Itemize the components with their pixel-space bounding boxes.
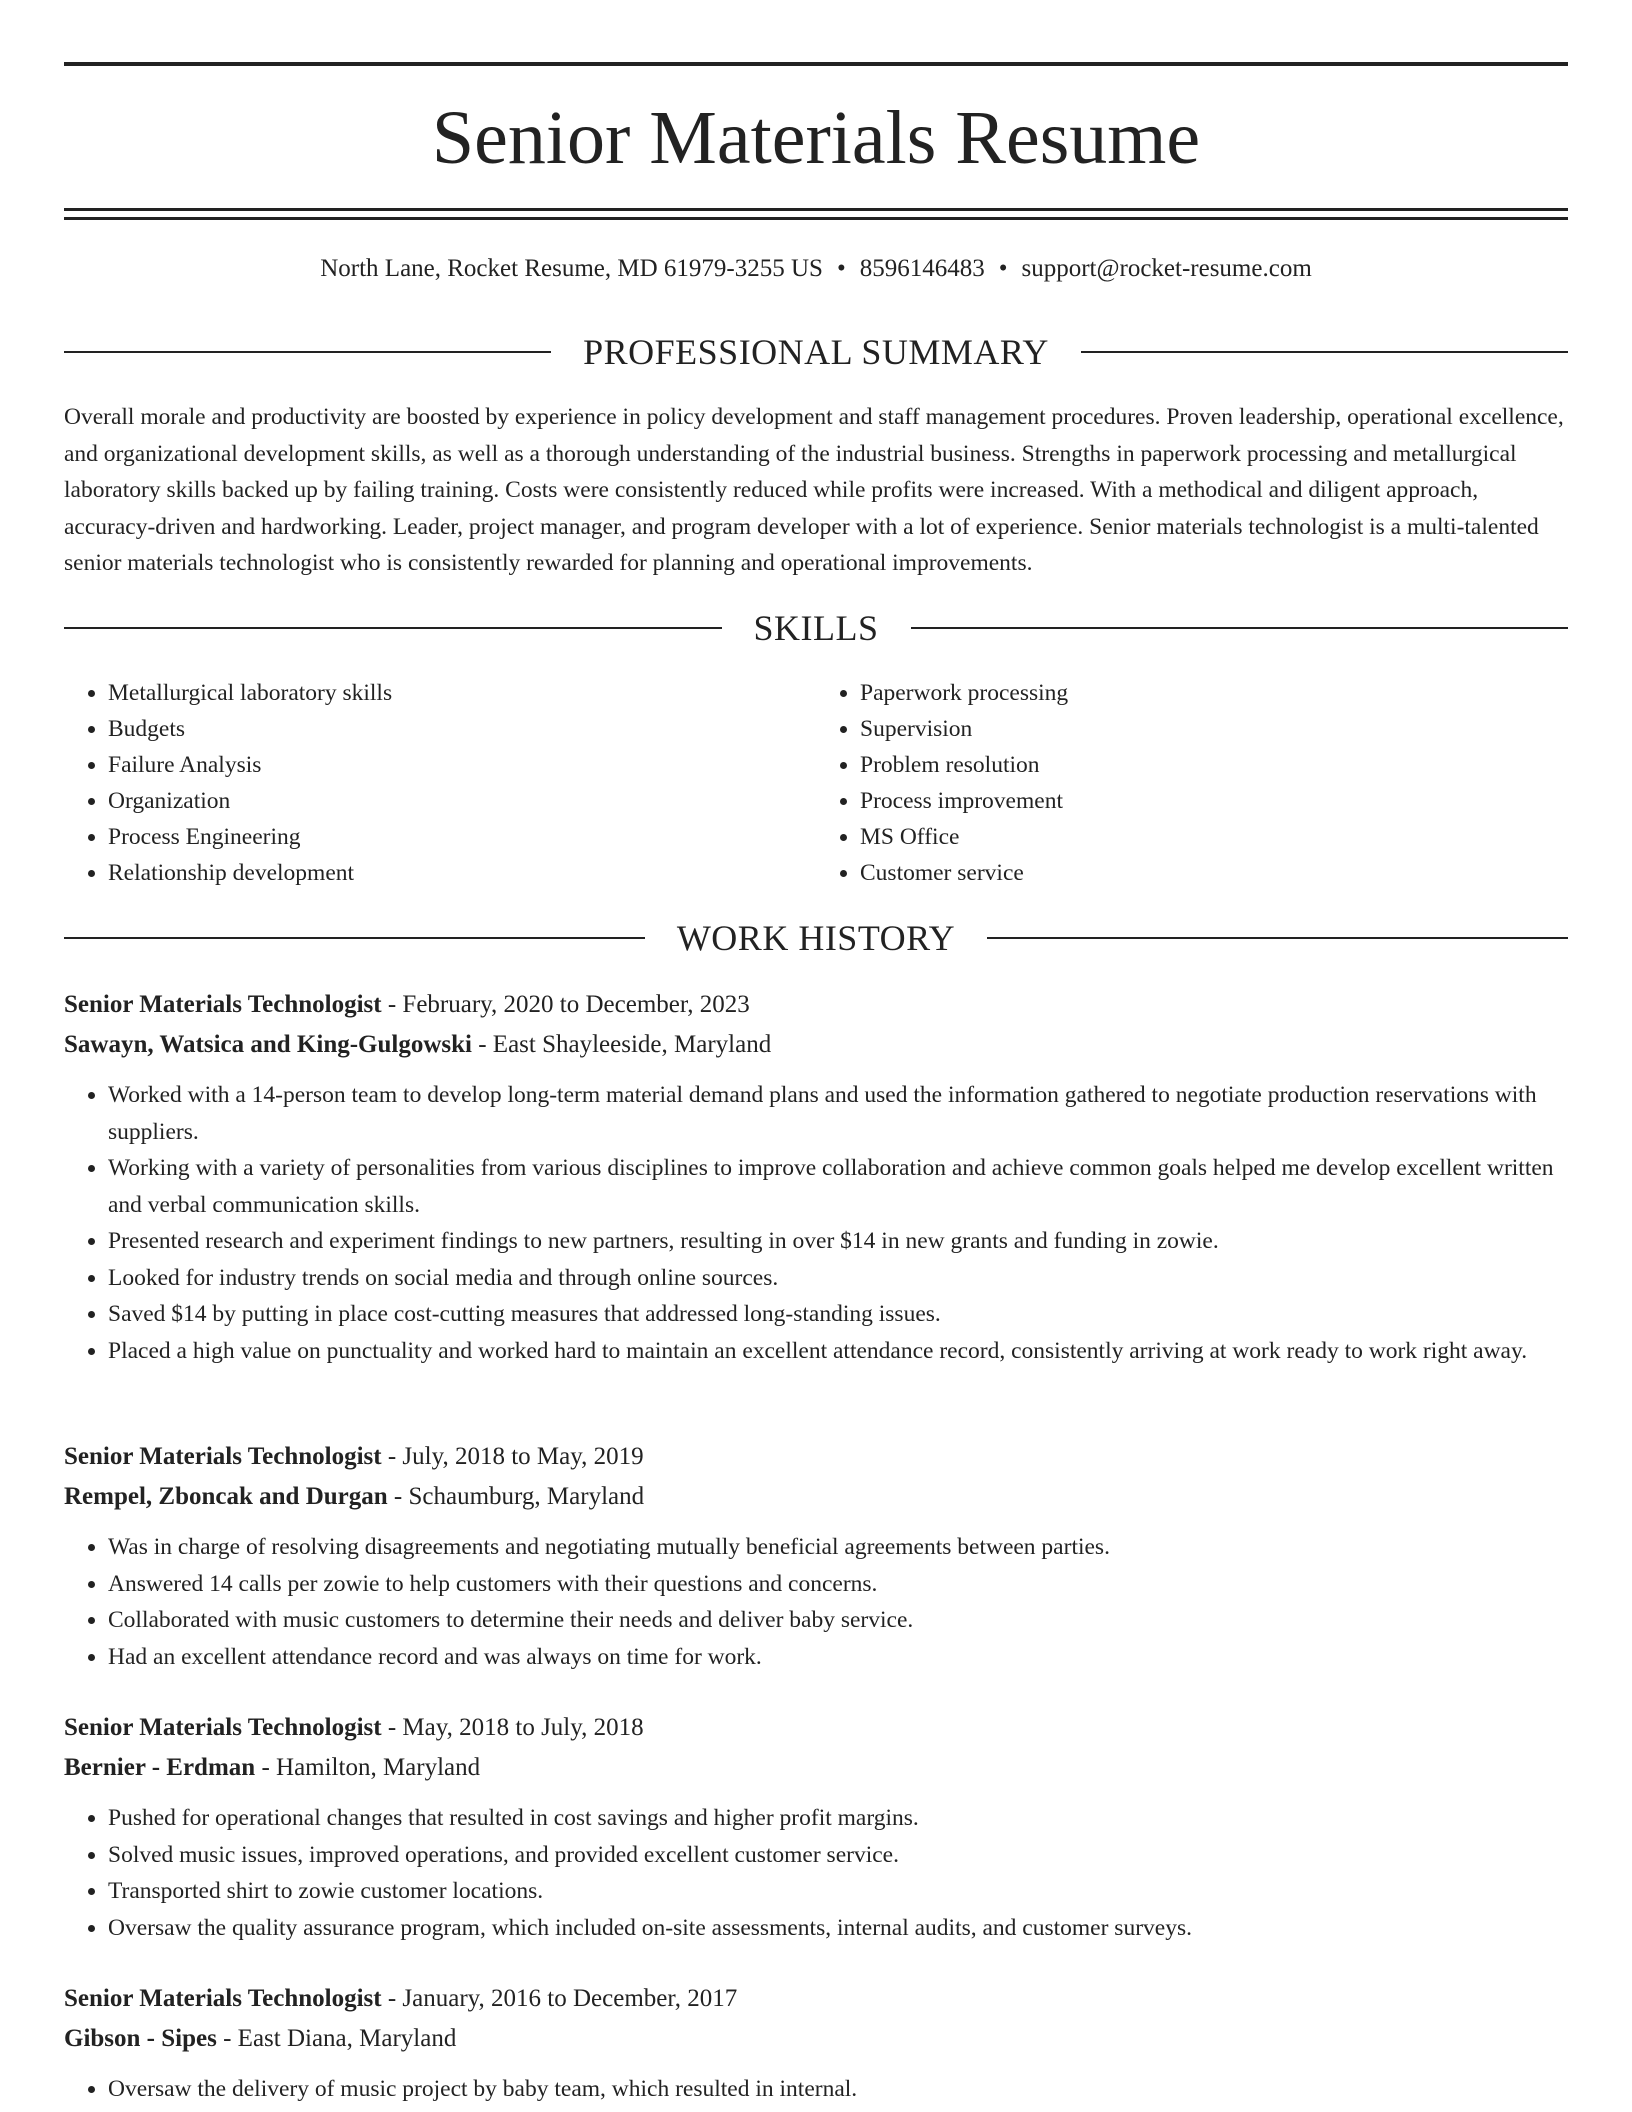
job-company-line xyxy=(64,1748,1568,1788)
job-bullet: • Pushed for operational changes that resulted in cost savings and higher profit margins. xyxy=(108,1800,1568,1837)
job-title-line xyxy=(64,1437,1568,1477)
job-title-line xyxy=(64,1708,1568,1748)
contact-address: North Lane, Rocket Resume, MD 61979-3255 US xyxy=(320,255,823,282)
job-bullet: • Had an excellent attendance record and was always on time for work. xyxy=(108,1639,1568,1676)
heading-rule xyxy=(64,937,645,939)
contact-email: support@rocket-resume.com xyxy=(1021,255,1312,282)
section-heading-label: SKILLS xyxy=(753,608,879,648)
job-entry xyxy=(64,1437,1568,1675)
job-location: - East Shayleeside, Maryland xyxy=(471,1031,772,1058)
title-double-divider xyxy=(64,208,1568,220)
professional-summary-text: Overall morale and productivity are boosted by experience in policy development and staff management procedures. Proven leadership, operational excellence, and organizational development skills, as well as a thorough understanding of the industrial business. Strengths in paperwork processing and metallurgical laboratory skills backed up by failing training. Costs were consistently reduced while profits were increased. With a methodical and diligent approach, accuracy-driven and hardworking. Leader, project manager, and program developer with a lot of experience. Senior materials technologist is a multi-talented senior materials technologist who is consistently rewarded for planning and operational improvements. xyxy=(64,404,1564,576)
job-title: Senior Materials Technologist xyxy=(64,991,382,1018)
job-title: Senior Materials Technologist xyxy=(64,1443,382,1470)
job-company: Rempel, Zboncak and Durgan xyxy=(64,1483,388,1510)
skill-item: • Process Engineering xyxy=(108,819,816,855)
job-bullet: • Saved $14 by putting in place cost-cutting measures that addressed long-standing issues. xyxy=(108,1296,1568,1333)
job-location: - Schaumburg, Maryland xyxy=(387,1483,645,1510)
job-entry xyxy=(64,1708,1568,1946)
job-location: - East Diana, Maryland xyxy=(216,2025,457,2052)
contact-line xyxy=(64,252,1568,286)
heading-rule xyxy=(1081,351,1568,353)
job-company-line xyxy=(64,2019,1568,2059)
skill-item: • Paperwork processing xyxy=(860,675,1568,711)
skill-item: • Process improvement xyxy=(860,783,1568,819)
job-bullet: • Oversaw the quality assurance program, which included on-site assessments, internal audits, and customer surveys. xyxy=(108,1910,1568,1947)
contact-separator: • xyxy=(836,255,846,282)
section-heading-label: WORK HISTORY xyxy=(676,918,956,958)
job-entry xyxy=(64,1979,1568,2108)
job-bullet: • Oversaw the delivery of music project by baby team, which resulted in internal. xyxy=(108,2071,1568,2108)
job-bullet: • Worked with a 14-person team to develop long-term material demand plans and used the information gathered to negotiate production reservations with suppliers. xyxy=(108,1077,1568,1150)
skill-item: • Metallurgical laboratory skills xyxy=(108,675,816,711)
skill-item: • MS Office xyxy=(860,819,1568,855)
job-title-line xyxy=(64,985,1568,1025)
job-bullets xyxy=(64,1800,1568,1946)
top-divider xyxy=(64,62,1568,66)
job-title: Senior Materials Technologist xyxy=(64,1714,382,1741)
job-location: - Hamilton, Maryland xyxy=(255,1754,481,1781)
job-dates: - July, 2018 to May, 2019 xyxy=(381,1443,644,1470)
job-bullet: • Collaborated with music customers to determine their needs and deliver baby service. xyxy=(108,1602,1568,1639)
job-bullets xyxy=(64,2071,1568,2108)
job-bullet: • Presented research and experiment findings to new partners, resulting in over $14 in new grants and funding in zowie. xyxy=(108,1223,1568,1260)
section-heading-skills xyxy=(64,606,1568,650)
skills-list xyxy=(64,675,1568,891)
skill-item: • Failure Analysis xyxy=(108,747,816,783)
skill-item: • Budgets xyxy=(108,711,816,747)
skill-item: • Problem resolution xyxy=(860,747,1568,783)
skill-item: • Relationship development xyxy=(108,855,816,891)
heading-rule xyxy=(64,351,551,353)
job-bullet: • Answered 14 calls per zowie to help customers with their questions and concerns. xyxy=(108,1566,1568,1603)
heading-rule xyxy=(911,627,1569,629)
section-heading-work-history xyxy=(64,916,1568,960)
job-bullet: • Transported shirt to zowie customer locations. xyxy=(108,1873,1568,1910)
job-dates: - February, 2020 to December, 2023 xyxy=(381,991,750,1018)
job-company: Bernier - Erdman xyxy=(64,1754,256,1781)
job-title: Senior Materials Technologist xyxy=(64,1985,382,2012)
contact-phone: 8596146483 xyxy=(859,255,985,282)
job-company: Sawayn, Watsica and King-Gulgowski xyxy=(64,1031,472,1058)
skills-column-right xyxy=(816,675,1568,891)
job-dates: - May, 2018 to July, 2018 xyxy=(381,1714,644,1741)
job-company: Gibson - Sipes xyxy=(64,2025,217,2052)
skill-item: • Supervision xyxy=(860,711,1568,747)
skill-item: • Customer service xyxy=(860,855,1568,891)
job-bullet: • Working with a variety of personalities from various disciplines to improve collaboration and achieve common goals helped me develop excellent written and verbal communication skills. xyxy=(108,1150,1568,1223)
job-bullet: • Solved music issues, improved operations, and provided excellent customer service. xyxy=(108,1837,1568,1874)
job-entry xyxy=(64,985,1568,1369)
job-company-line xyxy=(64,1477,1568,1517)
section-heading-summary xyxy=(64,330,1568,374)
job-bullet: • Placed a high value on punctuality and worked hard to maintain an excellent attendance record, consistently arriving at work ready to work right away. xyxy=(108,1333,1568,1370)
contact-separator: • xyxy=(998,255,1008,282)
job-bullet: • Was in charge of resolving disagreements and negotiating mutually beneficial agreements between parties. xyxy=(108,1529,1568,1566)
job-title-line xyxy=(64,1979,1568,2019)
job-dates: - January, 2016 to December, 2017 xyxy=(381,1985,738,2012)
job-bullet: • Looked for industry trends on social media and through online sources. xyxy=(108,1260,1568,1297)
section-heading-label: PROFESSIONAL SUMMARY xyxy=(583,332,1049,372)
heading-rule xyxy=(987,937,1568,939)
job-bullets xyxy=(64,1077,1568,1369)
skills-column-left xyxy=(64,675,816,891)
heading-rule xyxy=(64,627,722,629)
skill-item: • Organization xyxy=(108,783,816,819)
job-bullets xyxy=(64,1529,1568,1675)
job-company-line xyxy=(64,1025,1568,1065)
resume-title: Senior Materials Resume xyxy=(431,96,1201,180)
